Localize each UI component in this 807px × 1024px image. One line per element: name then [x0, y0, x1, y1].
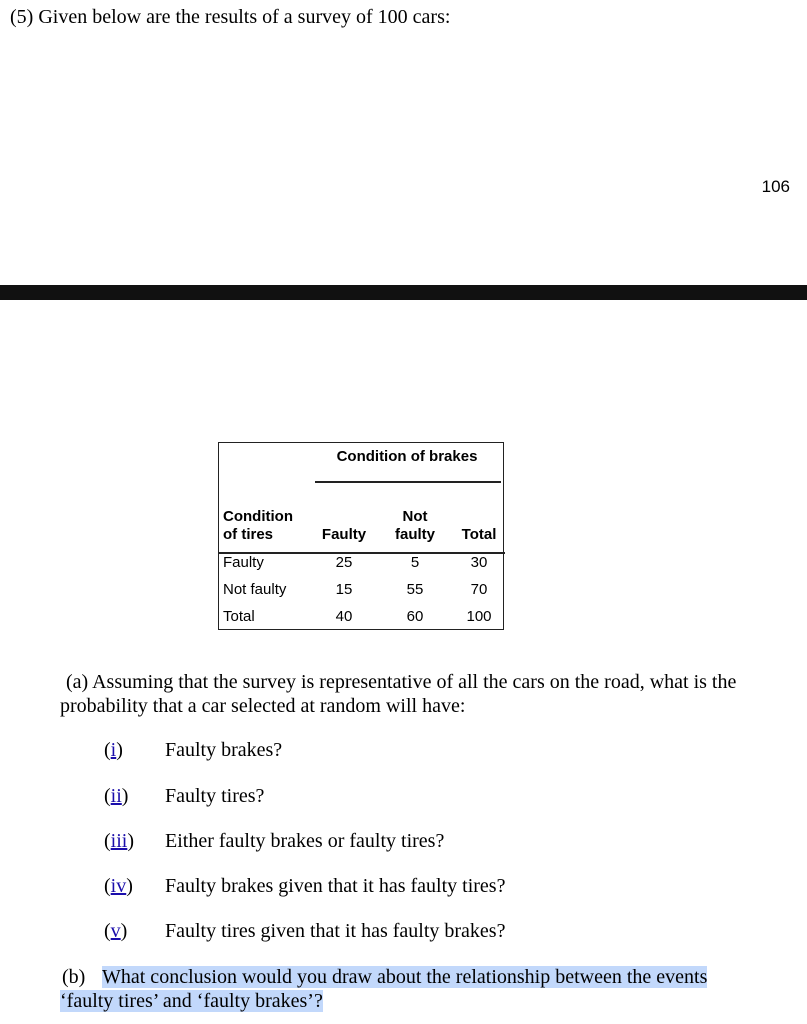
row-label-faulty: Faulty	[223, 554, 264, 571]
item-iii-text: Either faulty brakes or faulty tires?	[165, 830, 445, 852]
item-v-text: Faulty tires given that it has faulty brakes?	[165, 920, 506, 942]
cell-total-total: 100	[466, 608, 492, 625]
tires-heading-line2: of tires	[223, 526, 274, 543]
cell-notfaulty-faulty: 15	[335, 581, 353, 598]
cell-notfaulty-notfaulty: 55	[406, 581, 424, 598]
col-header-not-line1: Not	[402, 508, 428, 525]
col-header-not-line2: faulty	[394, 526, 435, 543]
item-iv-marker[interactable]: (iv)	[104, 875, 133, 897]
item-ii-marker[interactable]: (ii)	[104, 785, 129, 807]
part-b-label: (b)	[62, 966, 86, 988]
page-divider	[0, 285, 807, 300]
item-ii-text: Faulty tires?	[165, 785, 265, 807]
col-header-total: Total	[461, 526, 497, 543]
cell-total-faulty: 40	[335, 608, 353, 625]
item-iii-marker[interactable]: (iii)	[104, 830, 135, 852]
item-i-text: Faulty brakes?	[165, 739, 283, 761]
question-title: (5) Given below are the results of a survey of 100 cars:	[10, 6, 451, 28]
item-iv-text: Faulty brakes given that it has faulty tires?	[165, 875, 506, 897]
cell-faulty-notfaulty: 5	[410, 554, 420, 571]
part-b-line2: ‘faulty tires’ and ‘faulty brakes’?	[60, 990, 323, 1012]
item-ii-link[interactable]: ii	[110, 785, 122, 807]
row-label-total: Total	[223, 608, 255, 625]
item-i-link[interactable]: i	[110, 739, 117, 761]
col-header-faulty: Faulty	[321, 526, 367, 543]
item-i-marker[interactable]: (i)	[104, 739, 123, 761]
survey-table	[218, 442, 504, 630]
part-a-line1: (a) Assuming that the survey is representative of all the cars on the road, what is the	[66, 671, 737, 693]
part-a-line2: probability that a car selected at random will have:	[60, 695, 466, 717]
cell-faulty-total: 30	[470, 554, 488, 571]
item-iii-link[interactable]: iii	[110, 830, 128, 852]
item-v-marker[interactable]: (v)	[104, 920, 128, 942]
item-iv-link[interactable]: iv	[110, 875, 127, 897]
cell-notfaulty-total: 70	[470, 581, 488, 598]
brakes-heading: Condition of brakes	[336, 448, 478, 465]
cell-faulty-faulty: 25	[335, 554, 353, 571]
part-b-line1: What conclusion would you draw about the relationship between the events	[102, 966, 708, 988]
row-label-not-faulty: Not faulty	[223, 581, 287, 598]
cell-total-notfaulty: 60	[406, 608, 424, 625]
tires-heading-line1: Condition	[223, 508, 293, 525]
page-number: 106	[761, 177, 790, 196]
brakes-underline	[315, 481, 501, 483]
item-v-link[interactable]: v	[110, 920, 121, 942]
